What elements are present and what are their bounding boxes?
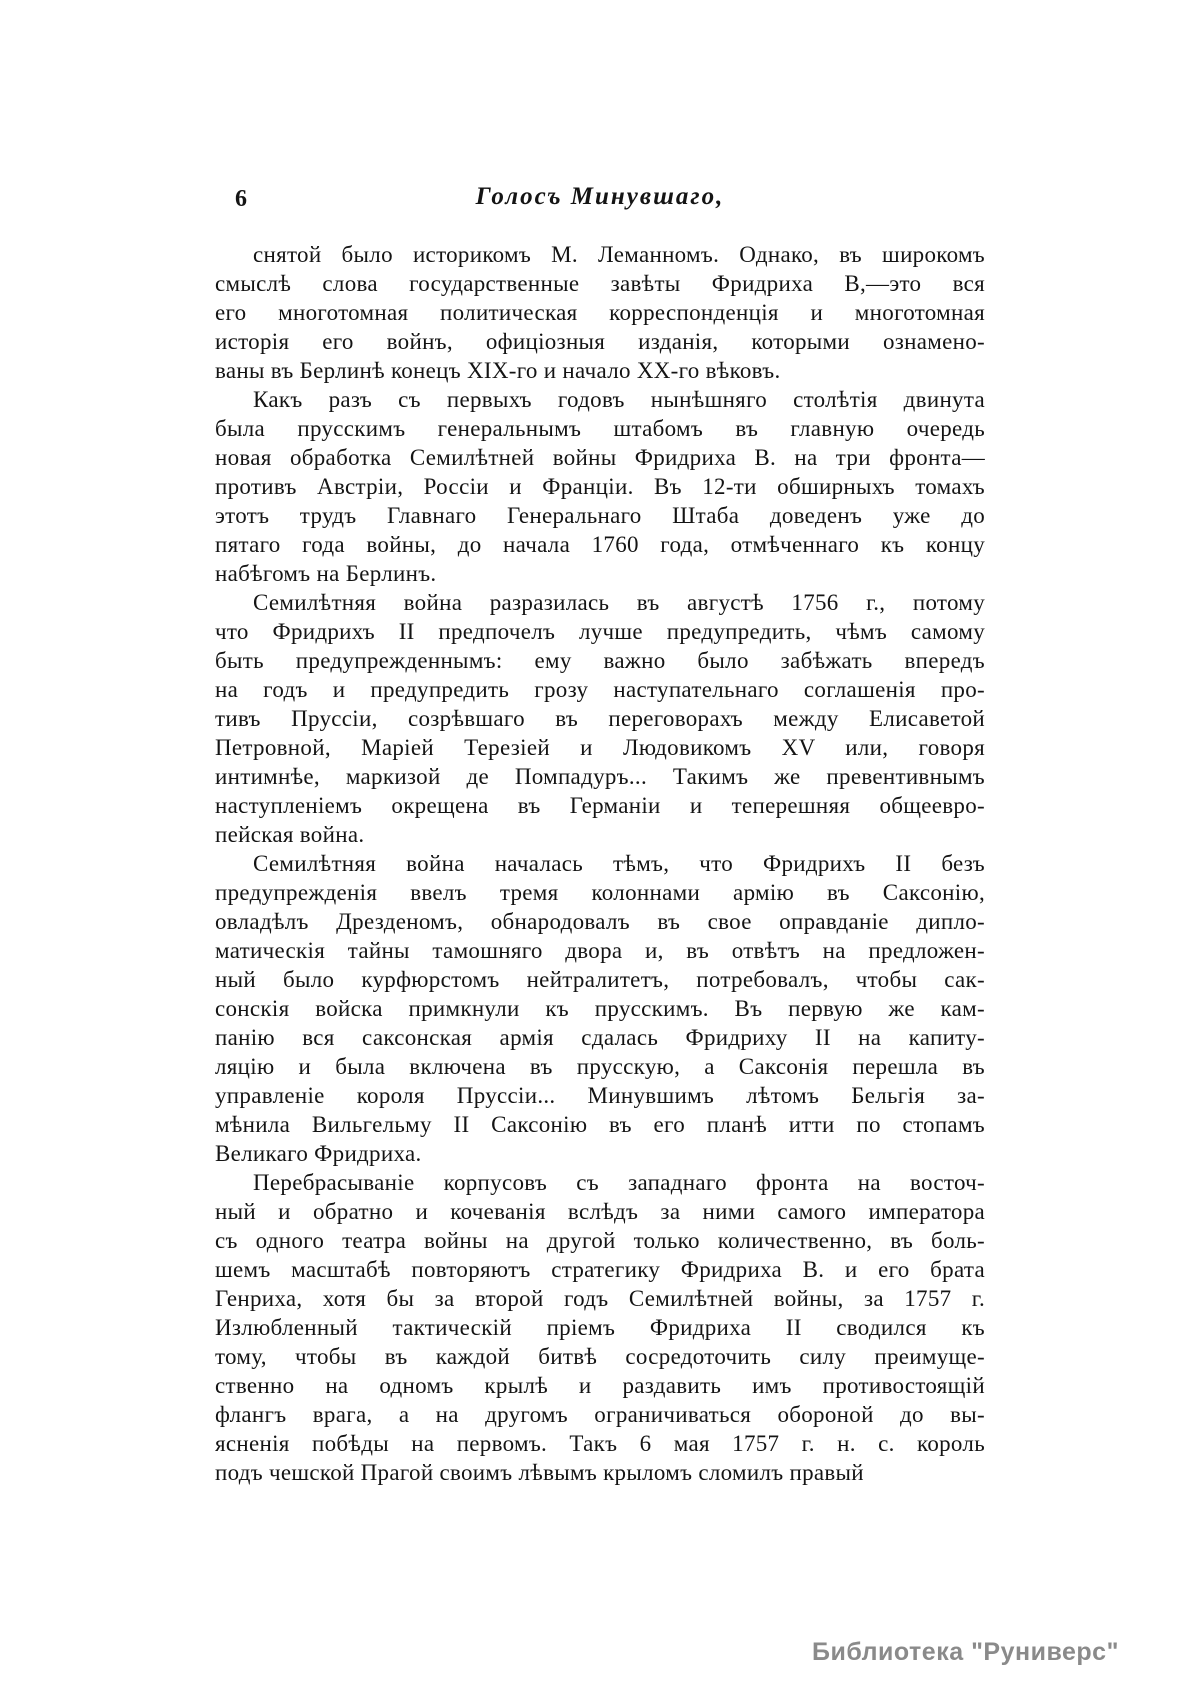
page-body-text xyxy=(215,240,985,1487)
text-line: на годъ и предупредить грозу наступательнаго соглашенія про- xyxy=(215,677,985,702)
text-line: интимнѣе, маркизой де Помпадуръ... Такимъ же превентивнымъ xyxy=(215,764,985,789)
text-line: была прусскимъ генеральнымъ штабомъ въ главную очередь xyxy=(215,416,985,441)
text-line: овладѣлъ Дрезденомъ, обнародовалъ въ свое оправданіе дипло- xyxy=(215,909,985,934)
text-line: сонскія войска примкнули къ прусскимъ. Въ первую же кам- xyxy=(215,996,985,1021)
text-line: смыслѣ слова государственные завѣты Фридриха В,—это вся xyxy=(215,271,985,296)
text-line: шемъ масштабѣ повторяютъ стратегику Фридриха В. и его брата xyxy=(215,1257,985,1282)
text-line: пейская война. xyxy=(215,822,365,847)
text-line: Семилѣтняя война разразилась въ августѣ 1756 г., потому xyxy=(253,590,985,615)
library-watermark: Библиотека "Руниверс" xyxy=(812,1638,1119,1666)
text-line: мѣнила Вильгельму II Саксонію въ его планѣ итти по стопамъ xyxy=(215,1112,985,1137)
text-line: панію вся саксонская армія сдалась Фридриху II на капиту- xyxy=(215,1025,985,1050)
text-line: предупрежденія ввелъ тремя колоннами армію въ Саксонію, xyxy=(215,880,985,905)
text-line: снятой было историкомъ М. Леманномъ. Однако, въ широкомъ xyxy=(253,242,985,267)
text-line: быть предупрежденнымъ: ему важно было забѣжать впередъ xyxy=(215,648,985,673)
text-line: новая обработка Семилѣтней войны Фридриха В. на три фронта— xyxy=(215,445,985,470)
text-line: подъ чешской Прагой своимъ лѣвымъ крыломъ сломилъ правый xyxy=(215,1460,864,1485)
text-line: Семилѣтняя война началась тѣмъ, что Фридрихъ II безъ xyxy=(253,851,985,876)
text-line: исторія его войнъ, офиціозныя изданія, которыми ознамено- xyxy=(215,329,985,354)
text-line: его многотомная политическая корреспонденція и многотомная xyxy=(215,300,985,325)
text-line: ственно на одномъ крылѣ и раздавить имъ противостоящій xyxy=(215,1373,985,1398)
text-line: что Фридрихъ II предпочелъ лучше предупредить, чѣмъ самому xyxy=(215,619,985,644)
text-line: Излюбленный тактическій пріемъ Фридриха II сводился къ xyxy=(215,1315,985,1340)
page-number: 6 xyxy=(235,186,247,212)
text-line: Какъ разъ съ первыхъ годовъ нынѣшняго столѣтія двинута xyxy=(253,387,985,412)
text-line: ный было курфюрстомъ нейтралитетъ, потребовалъ, чтобы сак- xyxy=(215,967,985,992)
text-line: набѣгомъ на Берлинъ. xyxy=(215,561,437,586)
text-line: съ одного театра войны на другой только количественно, въ боль- xyxy=(215,1228,985,1253)
text-line: матическія тайны тамошняго двора и, въ отвѣтъ на предложен- xyxy=(215,938,985,963)
text-line: противъ Австріи, Россіи и Франціи. Въ 12-ти обширныхъ томахъ xyxy=(215,474,985,499)
text-line: Перебрасываніе корпусовъ съ западнаго фронта на восточ- xyxy=(253,1170,985,1195)
text-line: наступленіемъ окрещена въ Германіи и теперешняя общеевро- xyxy=(215,793,985,818)
text-line: пятаго года войны, до начала 1760 года, отмѣченнаго къ концу xyxy=(215,532,985,557)
text-line: управленіе короля Пруссіи... Минувшимъ лѣтомъ Бельгія за- xyxy=(215,1083,985,1108)
text-line: ляцію и была включена въ прусскую, а Саксонія перешла въ xyxy=(215,1054,985,1079)
running-header-title: Голосъ Минувшаго, xyxy=(475,183,725,210)
text-line: Петровной, Маріей Терезіей и Людовикомъ XV или, говоря xyxy=(215,735,985,760)
text-line: ный и обратно и кочеванія вслѣдъ за ними самого императора xyxy=(215,1199,985,1224)
text-line: Великаго Фридриха. xyxy=(215,1141,422,1166)
text-line: этотъ трудъ Главнаго Генеральнаго Штаба доведенъ уже до xyxy=(215,503,985,528)
text-line: Генриха, хотя бы за второй годъ Семилѣтней войны, за 1757 г. xyxy=(215,1286,985,1311)
text-line: тому, чтобы въ каждой битвѣ сосредоточить силу преимуще- xyxy=(215,1344,985,1369)
text-line: флангъ врага, а на другомъ ограничиваться обороной до вы- xyxy=(215,1402,985,1427)
text-line: ясненія побѣды на первомъ. Такъ 6 мая 1757 г. н. с. король xyxy=(215,1431,985,1456)
text-line: ваны въ Берлинѣ конецъ XIX-го и начало XX-го вѣковъ. xyxy=(215,358,781,383)
text-line: тивъ Пруссіи, созрѣвшаго въ переговорахъ между Елисаветой xyxy=(215,706,985,731)
